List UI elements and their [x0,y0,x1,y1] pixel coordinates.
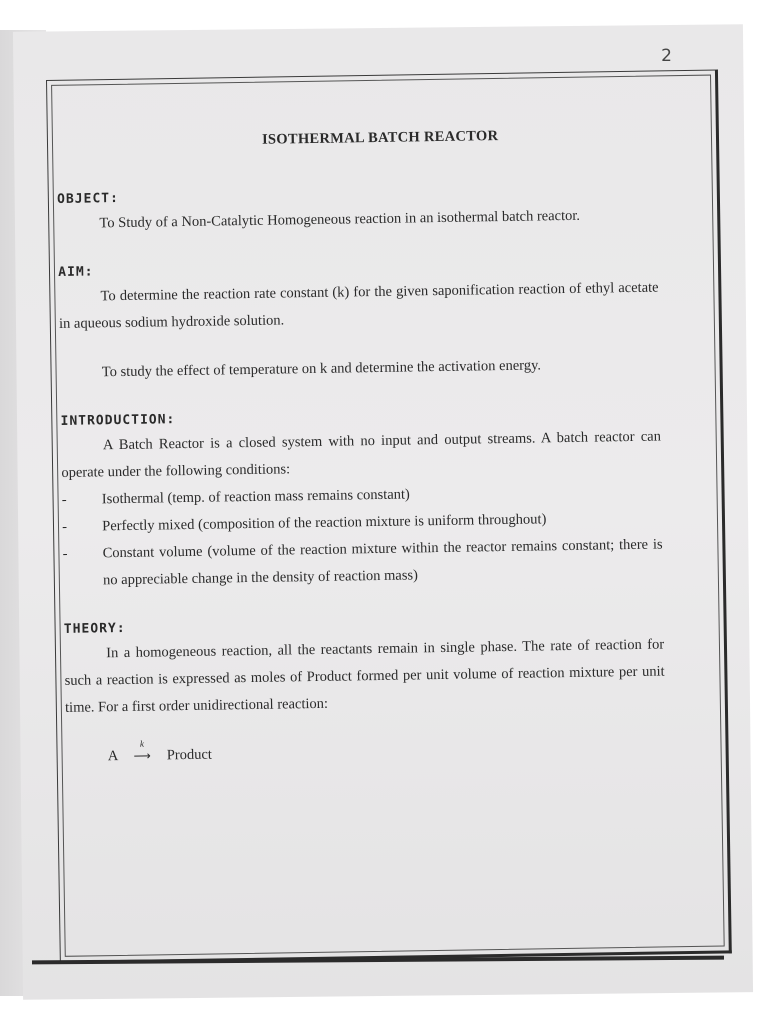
object-text: To Study of a Non-Catalytic Homogeneous reaction in an isothermal batch reactor. [99,207,581,232]
section-object [57,180,658,238]
list-item [62,532,663,595]
product-label: Product [166,746,212,764]
page-number: 2 [661,46,672,66]
section-introduction [60,402,663,595]
aim-heading: AIM: [58,264,94,280]
list-bullet: - [62,518,68,535]
theory-text: In a homogeneous reaction, all the reactants remain in single phase. The rate of reaction for such a reaction is expressed as moles of Product formed per unit volume of reaction mixture per unit time. For a first order unidirectional reaction: [64,636,665,716]
section-aim [58,253,660,387]
condition-text: Perfectly mixed (composition of the reaction mixture is uniform throughout) [102,511,547,535]
document-body [56,121,666,795]
section-theory [64,610,666,771]
condition-text: Constant volume (volume of the reaction mixture within the reactor remains constant; there is no appreciable change in the density of reaction mass) [102,536,663,589]
reaction-arrow-icon [125,738,159,770]
list-bullet: - [61,491,67,508]
introduction-heading: INTRODUCTION: [60,412,176,429]
reactant-label: A [107,748,118,765]
document-title: ISOTHERMAL BATCH REACTOR [261,128,499,148]
reaction-equation [66,734,666,770]
aim-paragraph-1: To determine the reaction rate constant (k) for the given saponification reaction of ethyl acetate in aqueous sodium hydroxide solution. [58,279,659,332]
rate-constant-label: k [139,738,145,749]
theory-heading: THEORY: [63,620,126,637]
aim-paragraph-2: To study the effect of temperature on k and determine the activation energy. [101,357,542,381]
object-heading: OBJECT: [56,191,119,207]
condition-text: Isothermal (temp. of reaction mass remains constant) [101,486,410,508]
arrow-glyph: ⟶ [133,748,151,763]
conditions-list [62,478,664,595]
list-bullet: - [62,545,68,562]
introduction-text: A Batch Reactor is a closed system with no input and output streams. A batch reactor can operate under the following conditions: [61,428,662,481]
